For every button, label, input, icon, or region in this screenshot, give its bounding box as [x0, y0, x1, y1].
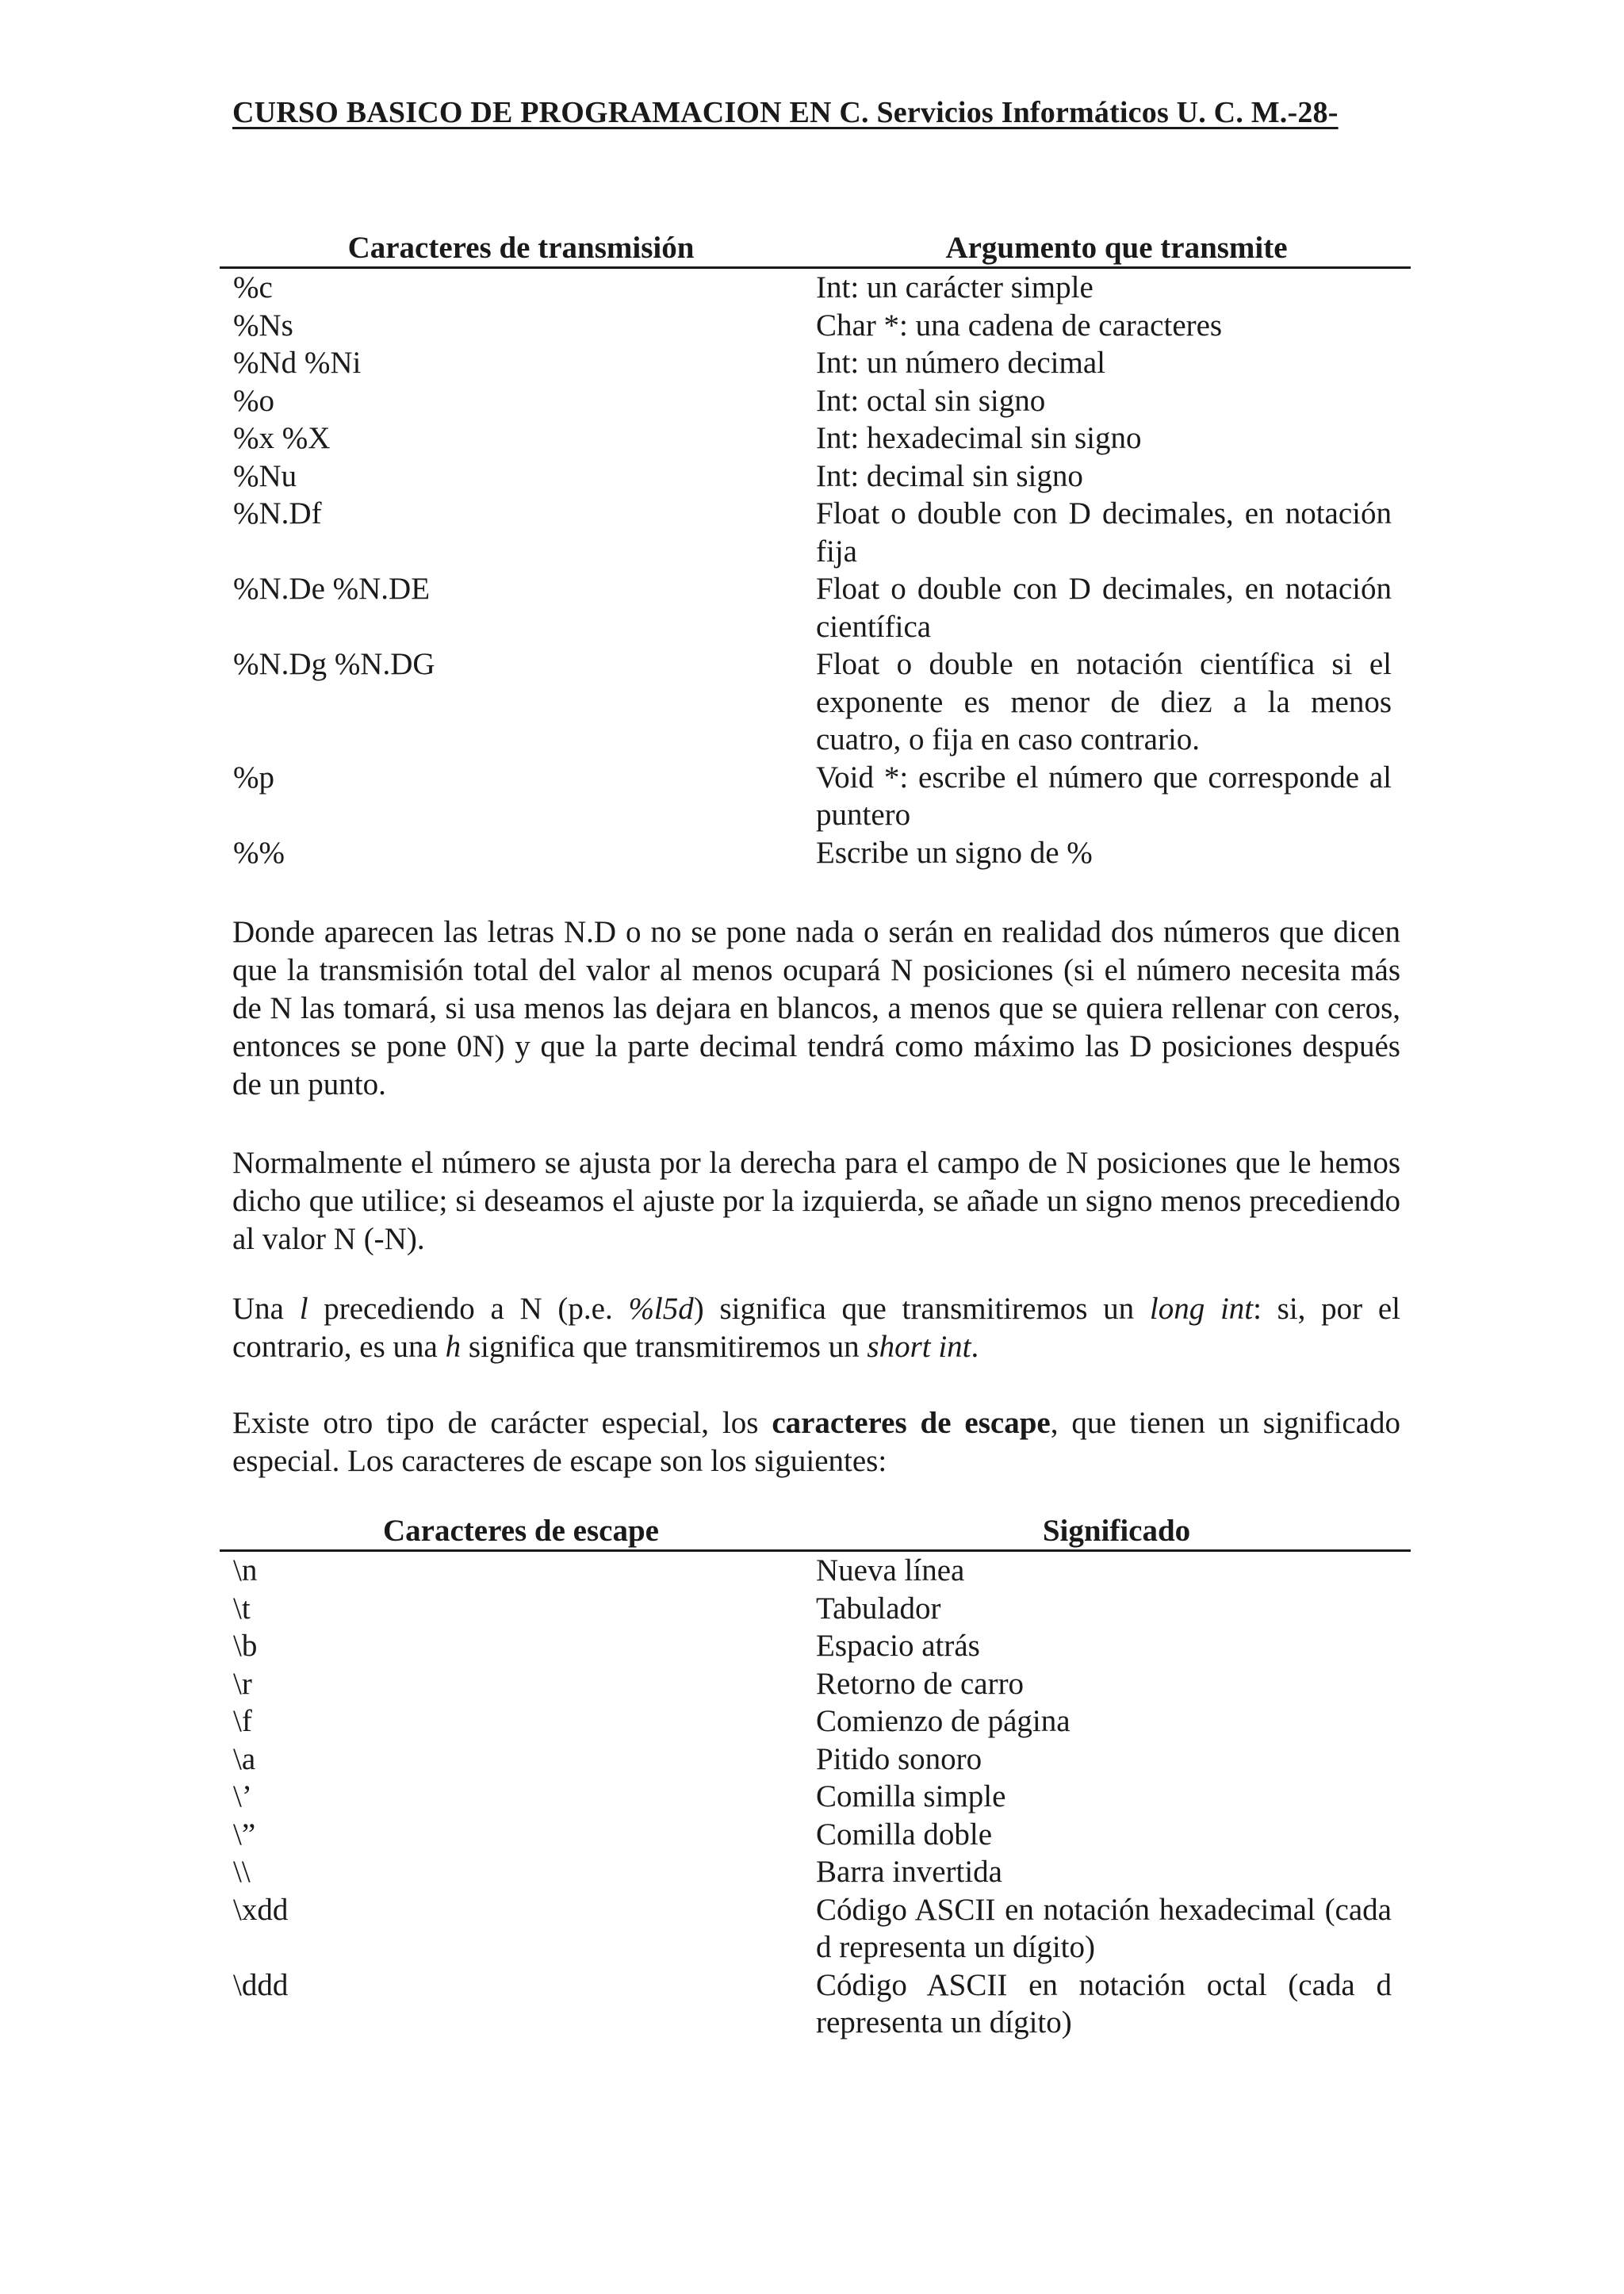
text-run: ) significa que transmitiremos un: [693, 1292, 1150, 1326]
description-cell: Barra invertida: [816, 1855, 1002, 1889]
code-cell: %N.De %N.DE: [233, 572, 431, 606]
description-cell: Comienzo de página: [816, 1704, 1071, 1738]
code-cell: \ddd: [233, 1967, 289, 2002]
code-cell: \n: [233, 1553, 258, 1587]
description-cell: Nueva línea: [816, 1553, 965, 1587]
table-row: [220, 1590, 1411, 1628]
format-specifiers-table: [220, 230, 1411, 871]
description-cell: Int: un número decimal: [816, 346, 1105, 380]
code-cell: \xdd: [233, 1892, 289, 1927]
paragraph-alignment: Normalmente el número se ajusta por la derecha para el campo de N posiciones que le hemos dicho que utilice; si deseamos el ajuste por la izquierda, se añade un signo menos precediendo al valor N (-N).: [232, 1146, 1400, 1256]
page-header: CURSO BASICO DE PROGRAMACION EN C. Servicios Informáticos U. C. M.-28-: [232, 96, 1339, 129]
text-run: .: [971, 1330, 979, 1364]
table-row: [220, 1891, 1411, 1967]
code-cell: %Nu: [233, 458, 297, 493]
code-cell: %%: [233, 835, 285, 870]
table-row: [220, 1741, 1411, 1779]
table-row: [220, 419, 1411, 458]
table-row: [220, 382, 1411, 420]
table-row: [220, 1627, 1411, 1665]
description-cell: Código ASCII en notación octal (cada d representa un dígito): [816, 1967, 1392, 2039]
table-row: [220, 307, 1411, 345]
table-header: [220, 1513, 1411, 1552]
text-run: precediendo a N (p.e.: [308, 1292, 629, 1326]
table-row: [220, 1702, 1411, 1741]
code-cell: \b: [233, 1629, 258, 1663]
text-run: Existe otro tipo de carácter especial, los: [232, 1406, 772, 1440]
italic-run: short int: [867, 1330, 971, 1364]
text-run: Una: [232, 1292, 300, 1326]
table-row: [220, 269, 1411, 307]
description-cell: Tabulador: [816, 1591, 941, 1626]
code-cell: %x %X: [233, 421, 331, 455]
description-cell: Comilla doble: [816, 1817, 993, 1852]
description-cell: Código ASCII en notación hexadecimal (cada d representa un dígito): [816, 1892, 1392, 1964]
code-cell: %p: [233, 760, 274, 795]
code-cell: \f: [233, 1704, 252, 1738]
table-row: [220, 1967, 1411, 2042]
code-cell: %Nd %Ni: [233, 346, 362, 380]
italic-run: h: [445, 1330, 462, 1364]
code-cell: %N.Dg %N.DG: [233, 647, 435, 681]
table-row: [220, 1816, 1411, 1854]
table-row: [220, 1853, 1411, 1891]
code-cell: %c: [233, 270, 273, 304]
bold-run: caracteres de escape: [772, 1406, 1051, 1440]
column-header: Argumento que transmite: [945, 231, 1288, 265]
description-cell: Int: un carácter simple: [816, 270, 1094, 304]
table-row: [220, 1778, 1411, 1816]
code-cell: \a: [233, 1741, 256, 1776]
table-row: [220, 458, 1411, 496]
italic-run: %l5d: [628, 1292, 694, 1326]
paragraph-long-short: [232, 1290, 1400, 1366]
description-cell: Comilla simple: [816, 1779, 1006, 1813]
italic-run: l: [299, 1292, 308, 1326]
text-run: : si, por el contrario, es una: [232, 1292, 1400, 1364]
table-row: [220, 570, 1411, 645]
table-row: [220, 1552, 1411, 1590]
description-cell: Float o double con D decimales, en notación fija: [816, 496, 1392, 569]
description-cell: Pitido sonoro: [816, 1741, 982, 1776]
code-cell: %N.Df: [233, 496, 322, 530]
code-cell: \t: [233, 1591, 251, 1626]
code-cell: \’: [233, 1779, 252, 1813]
table-row: [220, 645, 1411, 759]
table-row: [220, 344, 1411, 382]
description-cell: Float o double en notación científica si el exponente es menor de diez a la menos cuatro, o fija en caso contrario.: [816, 647, 1392, 756]
code-cell: %Ns: [233, 308, 293, 343]
description-cell: Int: decimal sin signo: [816, 458, 1083, 493]
paragraph-escape-intro: [232, 1404, 1400, 1480]
code-cell: \r: [233, 1666, 252, 1701]
column-header: Significado: [1042, 1514, 1191, 1548]
text-run: , que tienen un significado especial. Los caracteres de escape son los siguientes:: [232, 1406, 1400, 1478]
paragraph-nd-explanation: Donde aparecen las letras N.D o no se pone nada o serán en realidad dos números que dicen que la transmisión total del valor al menos ocupará N posiciones (si el número necesita más de N las tomará, si usa menos las dejara en blancos, a menos que se quiera rellenar con ceros, entonces se pone 0N) y que la parte decimal tendrá como máximo las D posiciones después de un punto.: [232, 915, 1400, 1101]
description-cell: Void *: escribe el número que corresponde al puntero: [816, 760, 1392, 832]
code-cell: %o: [233, 383, 274, 418]
description-cell: Escribe un signo de %: [816, 835, 1093, 870]
escape-characters-table: [220, 1513, 1411, 2042]
table-row: [220, 834, 1411, 872]
table-row: [220, 1665, 1411, 1703]
table-row: [220, 759, 1411, 834]
table-header: [220, 230, 1411, 269]
text-run: significa que transmitiremos un: [461, 1330, 868, 1364]
italic-run: long int: [1149, 1292, 1254, 1326]
code-cell: \\: [233, 1855, 251, 1889]
column-header: Caracteres de transmisión: [347, 231, 695, 265]
description-cell: Espacio atrás: [816, 1629, 980, 1663]
column-header: Caracteres de escape: [383, 1514, 659, 1548]
code-cell: \”: [233, 1817, 256, 1852]
description-cell: Int: octal sin signo: [816, 383, 1046, 418]
description-cell: Int: hexadecimal sin signo: [816, 421, 1142, 455]
description-cell: Char *: una cadena de caracteres: [816, 308, 1223, 343]
description-cell: Float o double con D decimales, en notación científica: [816, 572, 1392, 644]
table-row: [220, 495, 1411, 570]
description-cell: Retorno de carro: [816, 1666, 1025, 1701]
